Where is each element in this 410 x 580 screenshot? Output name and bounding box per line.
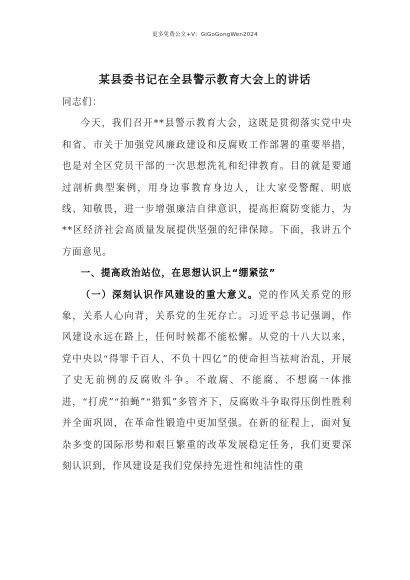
intro-paragraph: 今天，我们召开**县警示教育大会，这既是贯彻落实党中央和省、市关于加强党风廉政建设和反腐败工作部署的重要举措，也是对全区党员干部的一次思想洗礼和纪律教育。目的就是要通过剖析典型案例，用身边事教育身边人，让大家受警醒、明底线、知敬畏，进一步增强廉洁自律意识，提高拒腐防变能力，为**区经济社会高质量发展提供坚强的纪律保障。下面，我讲五个方面意见。 xyxy=(62,118,352,258)
subsection-paragraph-1 xyxy=(62,285,352,478)
subsection-text-1: 党的作风关系党的形象，关系人心向背，关系党的生死存亡。习近平总书记强调，作风建设永远在路上，任何时候都不能松懈。从党的十八大以来，党中央以“得罪千百人、不负十四亿”的使命担当祛疴治乱，开展了史无前例的反腐败斗争。不敢腐、不能腐、不想腐一体推进，“打虎”“拍蝇”“猎狐”多管齐下，反腐败斗争取得压倒性胜利并全面巩固，在革命性锻造中更加坚强。在新的征程上，面对复杂多变的国际形势和艰巨繁重的改革发展稳定任务，我们更要深刻认识到，作风建设是我们党保持先进性和纯洁性的重 xyxy=(62,289,352,472)
document-title: 某县委书记在全县警示教育大会上的讲话 xyxy=(98,73,312,86)
salutation: 同志们： xyxy=(62,97,103,108)
watermark-text: 更多免费公文+V：GiGoGongWen2024 xyxy=(152,32,258,38)
subsection-lead-1: （一）深刻认识作风建设的重大意义。 xyxy=(80,289,259,301)
section-heading-1: 一、提高政治站位，在思想认识上“绷紧弦” xyxy=(80,268,276,280)
document-body xyxy=(62,92,352,477)
